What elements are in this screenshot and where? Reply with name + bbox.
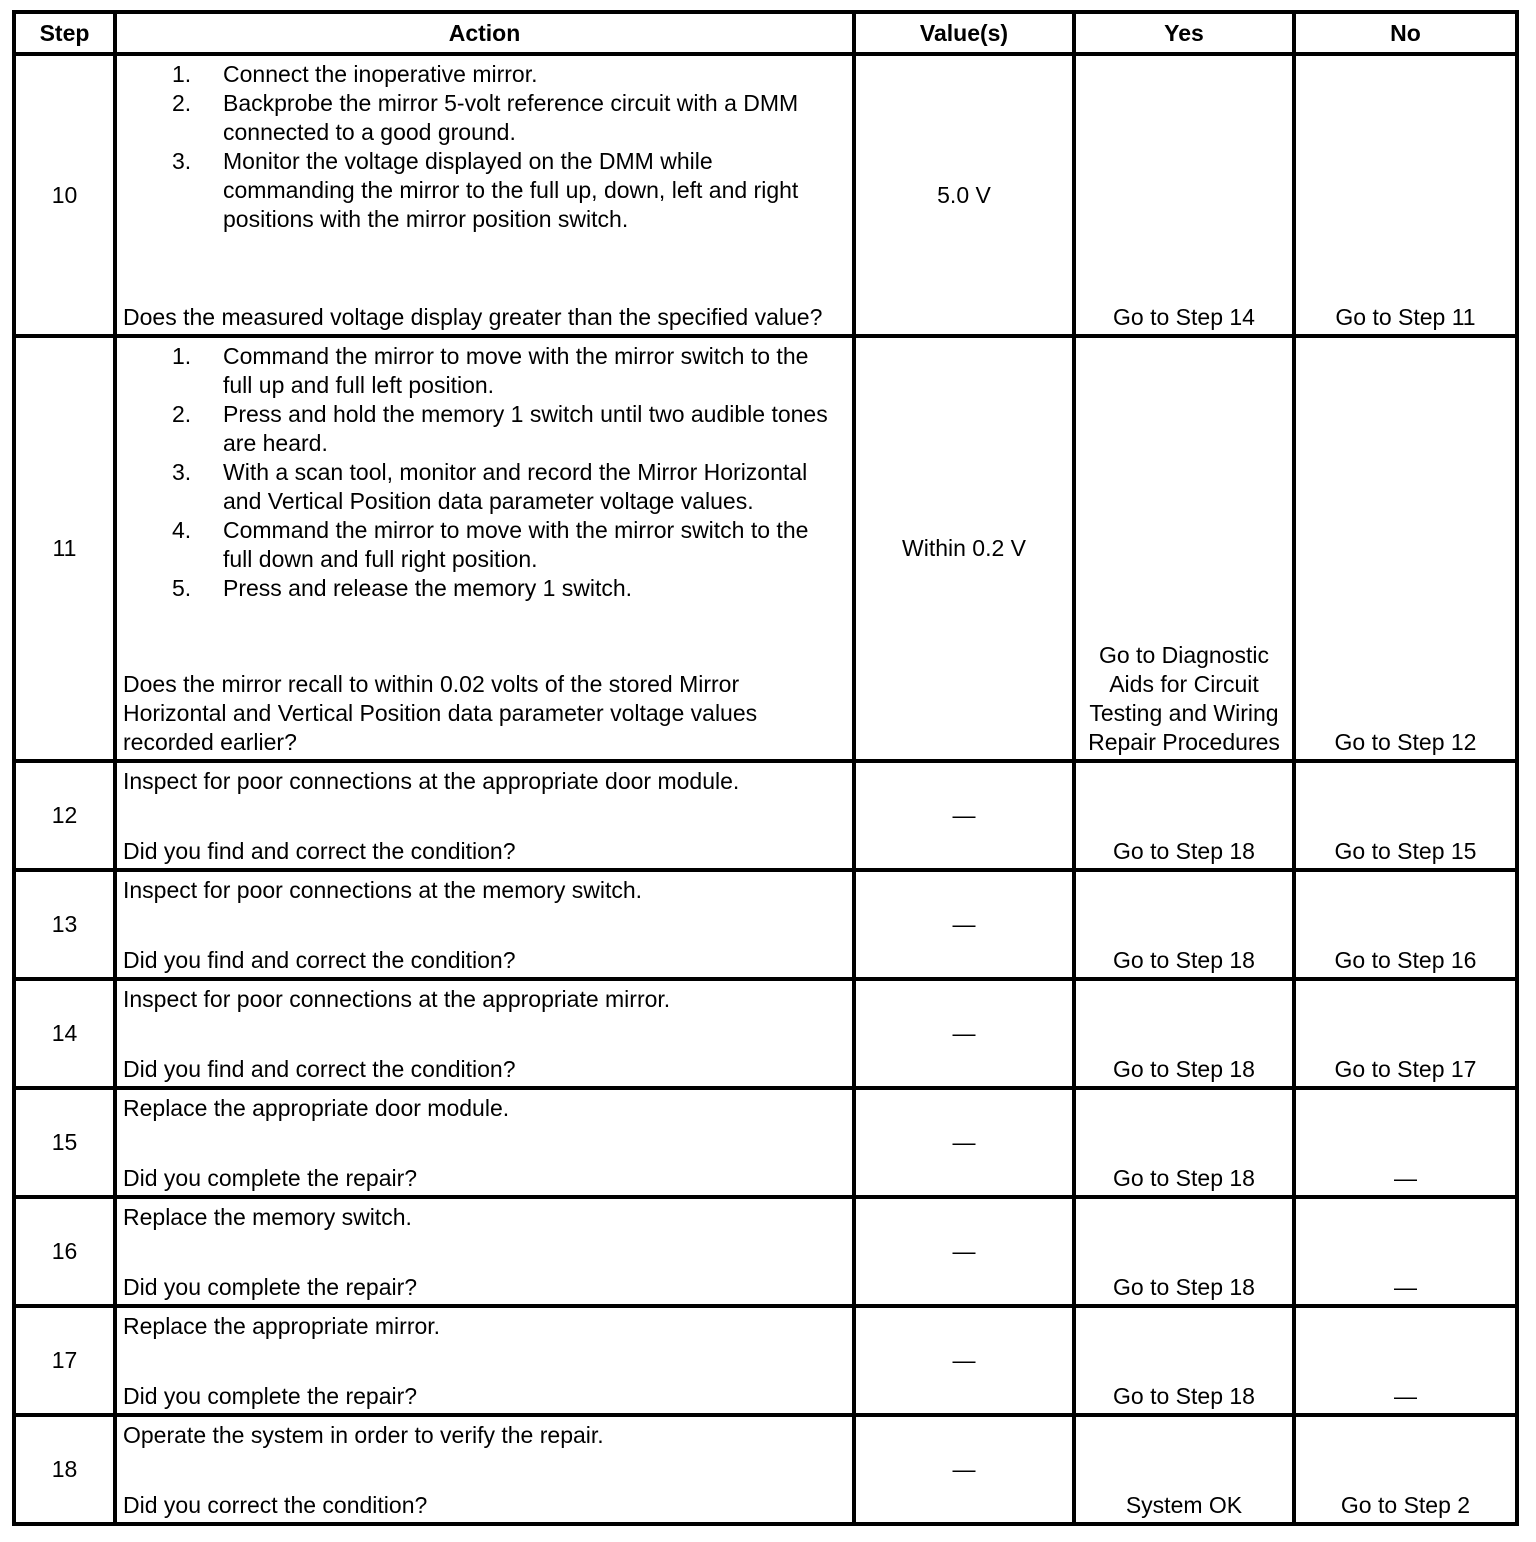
table-row	[14, 1306, 1517, 1415]
action-question: Did you find and correct the condition?	[123, 838, 516, 864]
step-number: 14	[14, 979, 115, 1088]
action-text: Replace the memory switch.	[123, 1204, 412, 1230]
value-cell: 5.0 V	[854, 54, 1074, 336]
value-cell: —	[854, 1415, 1074, 1524]
yes-cell: Go to Step 18	[1074, 1306, 1294, 1415]
no-cell: Go to Step 15	[1294, 761, 1517, 870]
yes-cell: Go to Step 18	[1074, 979, 1294, 1088]
action-question: Did you find and correct the condition?	[123, 1056, 516, 1082]
no-cell: Go to Step 2	[1294, 1415, 1517, 1524]
list-item: 2. Press and hold the memory 1 switch until two audible tones are heard.	[172, 401, 828, 456]
header-yes: Yes	[1074, 12, 1294, 54]
list-item: 5. Press and release the memory 1 switch.	[172, 575, 633, 601]
action-question: Does the mirror recall to within 0.02 volts of the stored Mirror Horizontal and Vertical Position data parameter voltage values recorded earlier?	[123, 671, 758, 755]
no-cell: —	[1294, 1306, 1517, 1415]
value-cell: —	[854, 761, 1074, 870]
action-text: Operate the system in order to verify the repair.	[123, 1422, 604, 1448]
header-no: No	[1294, 12, 1517, 54]
header-action: Action	[115, 12, 854, 54]
yes-cell: Go to Step 18	[1074, 1088, 1294, 1197]
step-number: 11	[14, 336, 115, 761]
header-values: Value(s)	[854, 12, 1074, 54]
yes-cell: Go to Diagnostic Aids for Circuit Testing and Wiring Repair Procedures	[1074, 336, 1294, 761]
value-cell: —	[854, 979, 1074, 1088]
action-text: Replace the appropriate mirror.	[123, 1313, 441, 1339]
yes-cell: Go to Step 18	[1074, 870, 1294, 979]
table-row	[14, 761, 1517, 870]
no-cell: —	[1294, 1088, 1517, 1197]
step-number: 13	[14, 870, 115, 979]
step-number: 12	[14, 761, 115, 870]
table-row	[14, 1088, 1517, 1197]
table-row	[14, 54, 1517, 336]
action-question: Did you correct the condition?	[123, 1492, 428, 1518]
action-cell	[115, 336, 854, 761]
action-text: Inspect for poor connections at the appropriate mirror.	[123, 986, 671, 1012]
no-cell: Go to Step 17	[1294, 979, 1517, 1088]
value-cell: Within 0.2 V	[854, 336, 1074, 761]
step-number: 10	[14, 54, 115, 336]
header-step: Step	[14, 12, 115, 54]
list-item: 4. Command the mirror to move with the mirror switch to the full down and full right position.	[172, 517, 809, 572]
step-number: 18	[14, 1415, 115, 1524]
substep-list	[123, 342, 844, 603]
value-cell: —	[854, 1197, 1074, 1306]
table-row	[14, 1197, 1517, 1306]
table-row	[14, 336, 1517, 761]
action-cell	[115, 1088, 854, 1197]
yes-cell: Go to Step 14	[1074, 54, 1294, 336]
action-cell	[115, 979, 854, 1088]
list-item: 1. Connect the inoperative mirror.	[172, 61, 538, 87]
header-row	[14, 12, 1517, 54]
list-item: 3. Monitor the voltage displayed on the DMM while commanding the mirror to the full up, down, left and right positions with the mirror position switch.	[172, 148, 799, 232]
list-item: 3. With a scan tool, monitor and record the Mirror Horizontal and Vertical Position data parameter voltage values.	[172, 459, 808, 514]
list-item: 1. Command the mirror to move with the mirror switch to the full up and full left position.	[172, 343, 809, 398]
list-item: 2. Backprobe the mirror 5-volt reference circuit with a DMM connected to a good ground.	[172, 90, 799, 145]
step-number: 16	[14, 1197, 115, 1306]
diagnostic-table	[12, 10, 1519, 1526]
step-number: 15	[14, 1088, 115, 1197]
substep-list	[123, 60, 844, 234]
table-row	[14, 870, 1517, 979]
no-cell: Go to Step 12	[1294, 336, 1517, 761]
action-question: Does the measured voltage display greater than the specified value?	[123, 304, 823, 330]
yes-cell: Go to Step 18	[1074, 761, 1294, 870]
action-cell	[115, 1197, 854, 1306]
no-cell: Go to Step 11	[1294, 54, 1517, 336]
yes-cell: System OK	[1074, 1415, 1294, 1524]
action-question: Did you complete the repair?	[123, 1383, 418, 1409]
table-row	[14, 979, 1517, 1088]
action-cell	[115, 761, 854, 870]
action-text: Inspect for poor connections at the appropriate door module.	[123, 768, 740, 794]
value-cell: —	[854, 1088, 1074, 1197]
action-question: Did you find and correct the condition?	[123, 947, 516, 973]
no-cell: Go to Step 16	[1294, 870, 1517, 979]
action-cell	[115, 54, 854, 336]
action-cell	[115, 870, 854, 979]
action-text: Inspect for poor connections at the memory switch.	[123, 877, 643, 903]
step-number: 17	[14, 1306, 115, 1415]
action-question: Did you complete the repair?	[123, 1274, 418, 1300]
action-text: Replace the appropriate door module.	[123, 1095, 510, 1121]
action-question: Did you complete the repair?	[123, 1165, 418, 1191]
yes-cell: Go to Step 18	[1074, 1197, 1294, 1306]
table-row	[14, 1415, 1517, 1524]
value-cell: —	[854, 870, 1074, 979]
value-cell: —	[854, 1306, 1074, 1415]
action-cell	[115, 1306, 854, 1415]
no-cell: —	[1294, 1197, 1517, 1306]
action-cell	[115, 1415, 854, 1524]
